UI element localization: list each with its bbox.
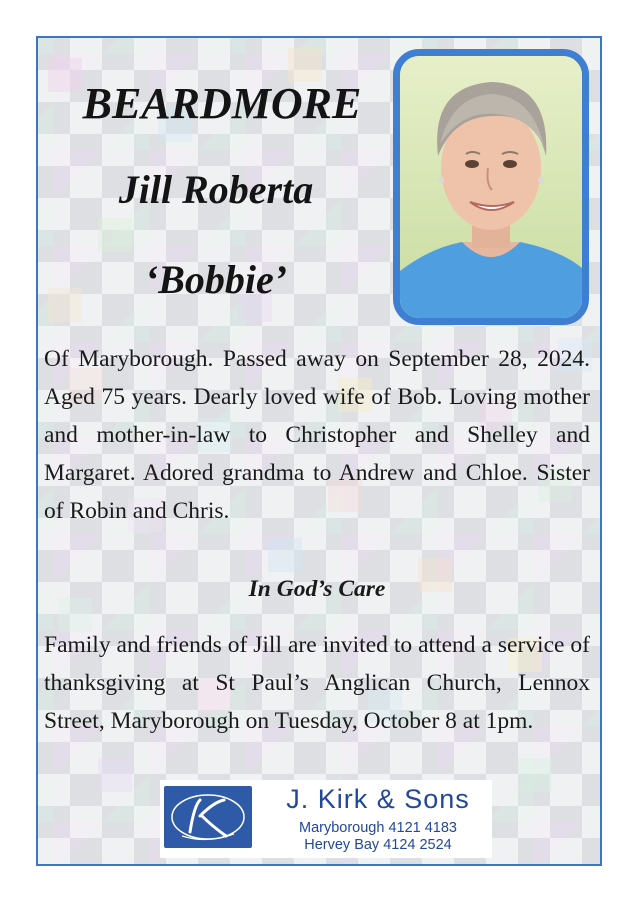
- kirk-logo-icon: [164, 786, 252, 848]
- notice-paragraph-details: Of Maryborough. Passed away on September 28, 2024. Aged 75 years. Dearly loved wife of Bob. Loving mother and mother-in-law to Christopher and Shelley and Margaret. Adored grandma to Andrew and Chloe. Sister of Robin and Chris.: [44, 346, 590, 524]
- in-gods-care-line: In God’s Care: [248, 576, 386, 602]
- hervey-bay-phone: Hervey Bay 4124 2524: [304, 837, 452, 853]
- surname-heading: BEARDMORE: [82, 79, 362, 128]
- maryborough-phone: Maryborough 4121 4183: [298, 820, 457, 836]
- funeral-director-ad: [160, 780, 492, 858]
- notice-paragraph-service: Family and friends of Jill are invited to attend a service of thanksgiving at St Paul’s Anglican Church, Lennox Street, Maryborough on Tuesday, October 8 at 1pm.: [44, 632, 590, 734]
- funeral-director-name: J. Kirk & Sons: [286, 784, 470, 814]
- portrait-photo: [393, 49, 589, 325]
- nickname-heading: ‘Bobbie’: [144, 257, 288, 302]
- portrait-illustration: [400, 56, 582, 318]
- death-notice: [36, 36, 602, 866]
- given-names-heading: Jill Roberta: [118, 167, 314, 212]
